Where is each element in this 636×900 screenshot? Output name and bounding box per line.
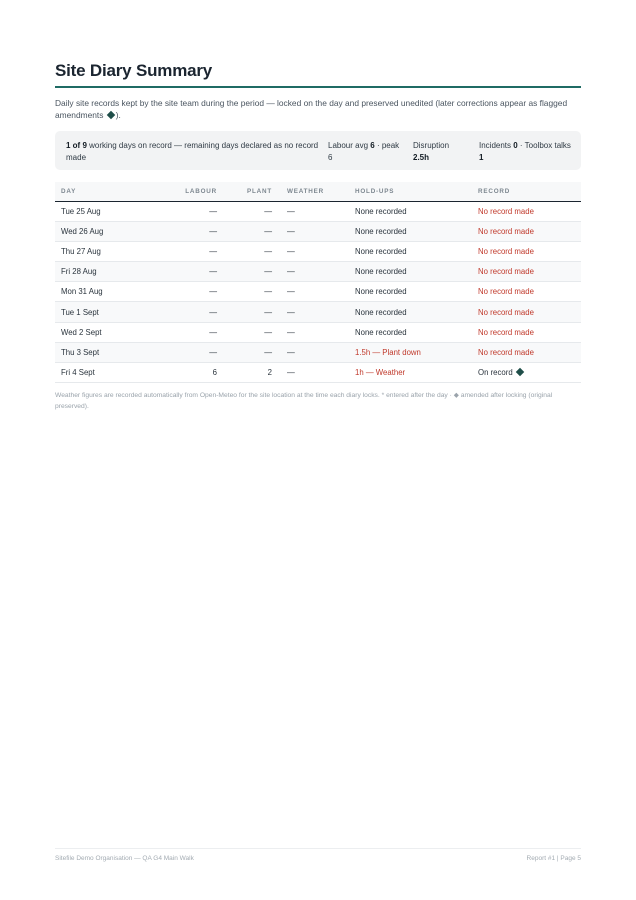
cell-weather: —	[279, 302, 349, 322]
footer-divider	[55, 848, 581, 849]
report-page	[55, 0, 581, 900]
amendment-diamond-icon	[516, 368, 524, 376]
column-header-weather: WEATHER	[279, 182, 349, 201]
footer-organisation: Sitefile Demo Organisation — QA G4 Main Walk	[55, 855, 194, 862]
column-header-plant: PLANT	[223, 182, 279, 201]
table-row	[55, 221, 581, 241]
intro-text	[55, 97, 585, 121]
cell-plant: —	[223, 201, 279, 221]
cell-record: No record made	[472, 302, 581, 322]
cell-day: Fri 4 Sept	[55, 363, 167, 383]
cell-holdups: None recorded	[349, 302, 472, 322]
cell-plant: —	[223, 221, 279, 241]
table-row	[55, 282, 581, 302]
amendment-diamond-icon	[107, 111, 115, 119]
cell-day: Tue 25 Aug	[55, 201, 167, 221]
cell-plant: —	[223, 262, 279, 282]
cell-labour: —	[167, 302, 223, 322]
cell-weather: —	[279, 262, 349, 282]
cell-plant: —	[223, 241, 279, 261]
cell-labour: —	[167, 342, 223, 362]
cell-weather: —	[279, 363, 349, 383]
cell-holdups: None recorded	[349, 221, 472, 241]
cell-day: Thu 27 Aug	[55, 241, 167, 261]
cell-holdups: 1.5h — Plant down	[349, 342, 472, 362]
cell-record: No record made	[472, 262, 581, 282]
cell-labour: —	[167, 221, 223, 241]
record-status-text: On record	[478, 368, 513, 378]
table-row	[55, 201, 581, 221]
cell-labour: —	[167, 262, 223, 282]
cell-record: No record made	[472, 322, 581, 342]
cell-labour: 6	[167, 363, 223, 383]
cell-weather: —	[279, 221, 349, 241]
table-row	[55, 241, 581, 261]
cell-holdups: 1h — Weather	[349, 363, 472, 383]
summary-labour: Labour avg 6 · peak 6	[328, 141, 400, 162]
cell-plant: —	[223, 342, 279, 362]
cell-day: Mon 31 Aug	[55, 282, 167, 302]
cell-record: No record made	[472, 241, 581, 261]
cell-plant: —	[223, 302, 279, 322]
cell-record: No record made	[472, 282, 581, 302]
page-title: Site Diary Summary	[55, 61, 213, 80]
cell-plant: —	[223, 282, 279, 302]
cell-day: Thu 3 Sept	[55, 342, 167, 362]
cell-plant: 2	[223, 363, 279, 383]
cell-day: Wed 2 Sept	[55, 322, 167, 342]
cell-day: Fri 28 Aug	[55, 262, 167, 282]
cell-holdups: None recorded	[349, 262, 472, 282]
column-header-labour: LABOUR	[167, 182, 223, 201]
summary-panel	[55, 131, 581, 170]
cell-record: No record made	[472, 221, 581, 241]
column-header-record: RECORD	[472, 182, 581, 201]
cell-holdups: None recorded	[349, 201, 472, 221]
cell-labour: —	[167, 282, 223, 302]
cell-record: No record made	[472, 342, 581, 362]
table-row	[55, 302, 581, 322]
site-diary-table	[55, 182, 581, 383]
cell-labour: —	[167, 241, 223, 261]
cell-plant: —	[223, 322, 279, 342]
cell-record: No record made	[472, 201, 581, 221]
cell-weather: —	[279, 241, 349, 261]
cell-weather: —	[279, 201, 349, 221]
cell-weather: —	[279, 322, 349, 342]
cell-day: Tue 1 Sept	[55, 302, 167, 322]
cell-weather: —	[279, 282, 349, 302]
summary-disruption: Disruption 2.5h	[413, 141, 450, 162]
intro-text-main: Daily site records kept by the site team during the period — locked on the day and preserved unedited (later corrections appear as flagged amendments	[55, 98, 568, 120]
cell-holdups: None recorded	[349, 282, 472, 302]
table-header-row	[55, 182, 581, 201]
cell-labour: —	[167, 322, 223, 342]
title-divider	[55, 86, 581, 88]
cell-holdups: None recorded	[349, 322, 472, 342]
column-header-day: DAY	[55, 182, 167, 201]
summary-days-on-record: 1 of 9 working days on record — remaining days declared as no record made	[66, 141, 319, 162]
table-row	[55, 342, 581, 362]
table-row	[55, 363, 581, 383]
cell-holdups: None recorded	[349, 241, 472, 261]
column-header-holdups: HOLD-UPS	[349, 182, 472, 201]
footnote: Weather figures are recorded automatically from Open-Meteo for the site location at the time each diary locks. * entered after the day · ◆ amended after locking (original preserved).	[55, 392, 553, 410]
intro-text-end: ).	[115, 110, 121, 120]
cell-labour: —	[167, 201, 223, 221]
cell-weather: —	[279, 342, 349, 362]
footer-page-number: Report #1 | Page 5	[526, 855, 581, 862]
table-row	[55, 322, 581, 342]
table-row	[55, 262, 581, 282]
cell-day: Wed 26 Aug	[55, 221, 167, 241]
summary-incidents: Incidents 0 · Toolbox talks 1	[479, 141, 571, 162]
cell-record	[472, 363, 581, 383]
